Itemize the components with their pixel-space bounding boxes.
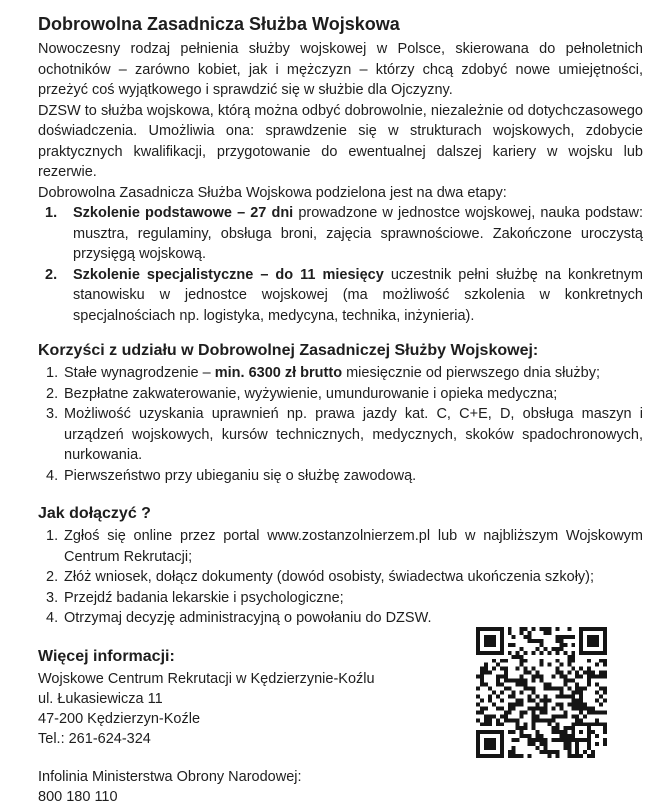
- stage-item-number: 1.: [45, 205, 58, 221]
- benefit-item-number: 3.: [46, 406, 59, 422]
- join-steps-list: [38, 526, 643, 629]
- stages-lead-line: Dobrowolna Zasadnicza Służba Wojskowa podzielona jest na dwa etapy:: [38, 184, 507, 201]
- hotline-block: [38, 767, 643, 803]
- benefit-item-text: [64, 384, 643, 405]
- stage-list-item: [45, 265, 643, 327]
- benefit-item-post: miesięcznie od pierwszego dnia służby;: [342, 365, 600, 381]
- qr-modules: [476, 627, 607, 758]
- benefit-item-number: 1.: [46, 365, 59, 381]
- benefit-item-pre: Stałe wynagrodzenie –: [64, 365, 215, 381]
- intro-paragraph: Nowoczesny rodzaj pełnienia służby wojskowej w Polsce, skierowana do pełnoletnich ochotników – zarówno kobiet, jak i mężczyzn – którzy chcą zdobyć nowe umiejętności, przeżyć coś wyjątkowego i sprawdzić się w służbie dla Ojczyzny.: [38, 41, 643, 98]
- stage-list-item: [45, 203, 643, 265]
- benefits-heading: Korzyści z udziału w Dobrowolnej Zasadniczej Służby Wojskowej:: [38, 342, 539, 359]
- benefit-item-pre: Możliwość uzyskania uprawnień np. prawa jazdy kat. C, C+E, D, obsługa maszyn i urządzeń wojskowych, kursów technicznych, medycznych, skoków spadochronowych, nurkowania.: [64, 406, 643, 463]
- join-step-number: 3.: [46, 589, 59, 606]
- benefit-list-item: [46, 466, 643, 487]
- qr-code-icon: [476, 627, 607, 758]
- benefit-item-number: 4.: [46, 467, 59, 484]
- description-paragraph: DZSW to służba wojskowa, którą można odbyć dobrowolnie, niezależnie od dotychczasowego doświadczenia. Umożliwia ona: sprawdzenie się w strukturach wojskowych, zdobycie praktycznych kwalifikacji, przygotowanie do ewentualnej dalszej kariery w wojsku lub rezerwie.: [38, 102, 643, 180]
- benefit-list-item: [46, 363, 643, 384]
- benefit-item-number: 2.: [46, 385, 59, 402]
- stage-item-text: [73, 265, 643, 327]
- join-step-number: 1.: [46, 528, 59, 544]
- join-step-text: Złóż wniosek, dołącz dokumenty (dowód osobisty, świadectwa ukończenia szkoły);: [64, 569, 595, 585]
- page-title: Dobrowolna Zasadnicza Służba Wojskowa: [38, 14, 400, 34]
- join-step-text: Otrzymaj decyzję administracyjną o powołaniu do DZSW.: [64, 610, 432, 626]
- stage-item-number: 2.: [45, 266, 58, 283]
- join-step-number: 2.: [46, 569, 59, 585]
- benefit-item-text: [64, 404, 643, 466]
- join-step-item: [46, 588, 643, 609]
- contact-street: ul. Łukasiewicza 11: [38, 690, 163, 707]
- more-info-heading: Więcej informacji:: [38, 647, 175, 665]
- benefit-item-pre: Pierwszeństwo przy ubieganiu się o służbę zawodową.: [64, 467, 417, 484]
- join-step-number: 4.: [46, 610, 59, 626]
- hotline-number: 800 180 110: [38, 788, 118, 803]
- contact-phone: Tel.: 261-624-324: [38, 730, 151, 747]
- benefits-list: [38, 363, 643, 486]
- hotline-label: Infolinia Ministerstwa Obrony Narodowej:: [38, 768, 302, 785]
- benefit-list-item: [46, 404, 643, 466]
- stages-list: [38, 203, 643, 326]
- benefit-item-bold: min. 6300 zł brutto: [214, 365, 343, 381]
- benefit-list-item: [46, 384, 643, 405]
- benefit-item-pre: Bezpłatne zakwaterowanie, wyżywienie, umundurowanie i opieka medyczna;: [64, 385, 558, 402]
- stage-item-rest: uczestnik pełni służbę na konkretnym stanowisku w jednostce wojskowej (ma możliwość szkolenia w konkretnych specjalnościach np. logistyka, medycyna, technika, inżynieria).: [73, 266, 643, 324]
- stage-item-bold: Szkolenie specjalistyczne – do 11 miesięcy: [73, 266, 384, 283]
- join-step-item: [46, 526, 643, 567]
- join-step-text: Zgłoś się online przez portal www.zostanzolnierzem.pl lub w najbliższym Wojskowym Centrum Rekrutacji;: [64, 528, 643, 565]
- contact-org-name: Wojskowe Centrum Rekrutacji w Kędzierzynie-Koźlu: [38, 670, 375, 687]
- benefit-item-text: [64, 466, 643, 487]
- stage-item-bold: Szkolenie podstawowe – 27 dni: [73, 205, 294, 221]
- join-heading: Jak dołączyć ?: [38, 505, 151, 522]
- benefit-item-text: [64, 363, 643, 384]
- join-step-text: Przejdź badania lekarskie i psychologiczne;: [64, 589, 344, 606]
- stage-item-rest: prowadzone w jednostce wojskowej, nauka podstaw: musztra, regulaminy, obsługa broni, zajęcia sprawnościowe. Zakończone uroczystą przysięgą wojskową.: [73, 205, 643, 262]
- qr-code-svg: [476, 627, 607, 758]
- stage-item-text: [73, 203, 643, 265]
- join-step-item: [46, 608, 643, 629]
- contact-city: 47-200 Kędzierzyn-Koźle: [38, 710, 201, 727]
- join-step-item: [46, 567, 643, 588]
